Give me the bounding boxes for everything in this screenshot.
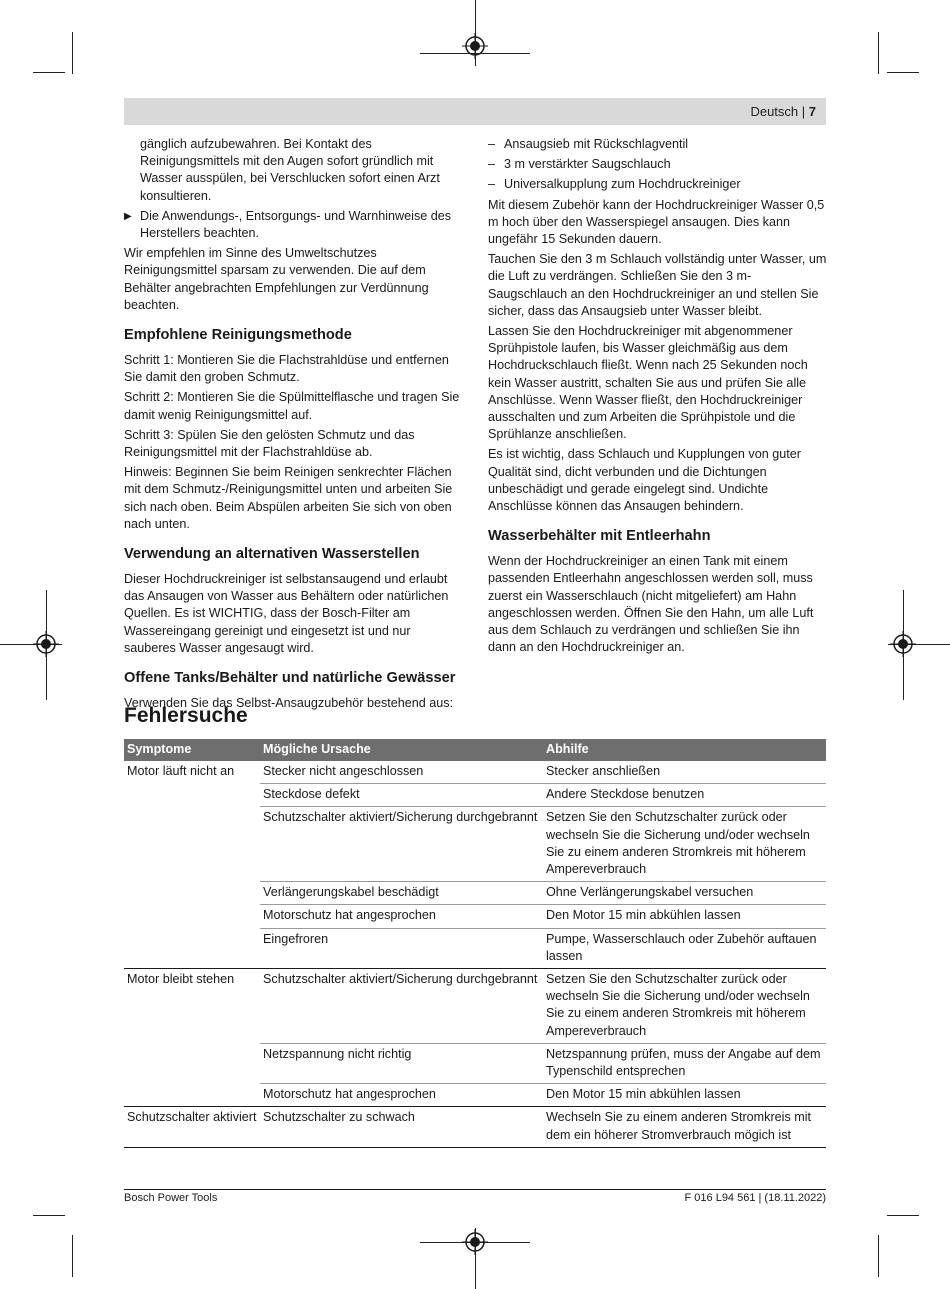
remedy-cell: Setzen Sie den Schutzschalter zurück oder wechseln Sie die Sicherung und/oder wechseln Sie zu einem anderen Stromkreis mit höherem Ampereverbrauch (543, 969, 826, 1044)
remedy-cell: Ohne Verlängerungskabel versuchen (543, 882, 826, 905)
remedy-cell: Pumpe, Wasserschlauch oder Zubehör auftauen lassen (543, 928, 826, 968)
run-paragraph: Lassen Sie den Hochdruckreiniger mit abgenommener Sprühpistole laufen, bis Wasser gleichmäßig aus dem Hochdruckschlauch fließt. Wenn nach 25 Sekunden noch kein Wasser austritt, schalten Sie aus und prüfen Sie alle Anschlüsse. Wenn Wasser fließt, den Hochdruckreiniger ausschalten und zum Arbeiten die Sprühpistole und die Sprühlanze anschließen. (488, 324, 808, 442)
right-column (488, 136, 828, 659)
footer-brand: Bosch Power Tools (124, 1192, 218, 1204)
left-column (124, 136, 464, 715)
page-number: 7 (808, 104, 816, 119)
symptom-cell: Motor bleibt stehen (127, 972, 235, 987)
triangle-bullet-icon: ▶ (124, 210, 132, 222)
page-header (124, 98, 826, 125)
registration-mark-icon (462, 1229, 488, 1255)
header-language: Deutsch (750, 104, 799, 119)
table-row (124, 1107, 826, 1147)
heading-open-tanks: Offene Tanks/Behälter und natürliche Gewässer (124, 670, 456, 687)
hose-paragraph: Tauchen Sie den 3 m Schlauch vollständig unter Wasser, um die Luft zu verdrängen. Schließen Sie den 3 m-Saugschlauch an den Hochdruckreiniger an und stellen Sie sicher, dass das Ansaugsieb unter Wasser bleibt. (488, 252, 827, 318)
remedy-cell: Den Motor 15 min abkühlen lassen (543, 1084, 826, 1107)
cause-cell: Steckdose defekt (260, 784, 543, 807)
dash-item (488, 136, 828, 153)
table-row (124, 807, 826, 882)
registration-mark-icon (890, 631, 916, 657)
dash-item (488, 156, 828, 173)
cause-cell: Schutzschalter aktiviert/Sicherung durchgebrannt (260, 807, 543, 882)
bullet-item (124, 208, 464, 242)
step-2: Schritt 2: Montieren Sie die Spülmittelflasche und tragen Sie damit wenig Reinigungsmittel auf. (124, 390, 460, 422)
table-row (124, 969, 826, 1044)
cause-cell: Verlängerungskabel beschädigt (260, 882, 543, 905)
open-tanks-paragraph: Verwenden Sie das Selbst-Ansaugzubehör bestehend aus: (124, 696, 454, 711)
header-separator: | (798, 104, 809, 119)
troubleshooting-title: Fehlersuche (124, 704, 248, 727)
intro-paragraph: gänglich aufzubewahren. Bei Kontakt des Reinigungsmittels mit den Augen sofort gründlich mit Wasser ausspülen, bei Verschlucken sofort einen Arzt konsultieren. (140, 137, 440, 203)
cause-cell: Motorschutz hat angesprochen (260, 1084, 543, 1107)
footer-doc-id: F 016 L94 561 | (18.11.2022) (684, 1192, 826, 1204)
dash-marker: – (488, 157, 496, 172)
remedy-cell: Stecker anschließen (543, 761, 826, 784)
symptom-cell: Motor läuft nicht an (127, 764, 235, 778)
step-1: Schritt 1: Montieren Sie die Flachstrahldüse und entfernen Sie damit den groben Schmutz. (124, 353, 449, 385)
symptom-cell (124, 1043, 260, 1083)
water-tank-paragraph: Wenn der Hochdruckreiniger an einen Tank mit einem passenden Entleerhahn angeschlossen werden soll, muss zuerst ein Wasserschlauch (nicht mitgeliefert) am Hahn angeschlossen werden. Öffnen Sie den Hahn, um alle Luft aus dem Schlauch zu verdrängen und schließen Sie ihn dann an den Hochdruckreiniger an. (488, 554, 814, 655)
environment-paragraph: Wir empfehlen im Sinne des Umweltschutzes Reinigungsmittel sparsam zu verwenden. Die auf dem Behälter angebrachten Empfehlungen zur Verdünnung beachten. (124, 246, 429, 312)
symptom-cell (124, 807, 260, 882)
column-header-remedy: Abhilfe (543, 739, 826, 761)
remedy-cell: Wechseln Sie zu einem anderen Stromkreis mit dem ein höherer Stromverbrauch mögich ist (543, 1107, 826, 1147)
step-3: Schritt 3: Spülen Sie den gelösten Schmutz und das Reinigungsmittel mit der Flachstrahldüse ab. (124, 427, 415, 460)
cause-cell: Schutzschalter zu schwach (260, 1107, 543, 1147)
quality-paragraph: Es ist wichtig, dass Schlauch und Kupplungen von guter Qualität sind, dicht verbunden und die Dichtungen unbeschädigt und gerade eingelegt sind. Undichte Anschlüsse können das Ansaugen behindern. (488, 447, 801, 514)
symptom-cell: Schutzschalter aktiviert (124, 1107, 260, 1147)
remedy-cell: Den Motor 15 min abkühlen lassen (543, 905, 826, 928)
cause-cell: Eingefroren (260, 928, 543, 968)
dash-item-text: 3 m verstärkter Saugschlauch (504, 157, 671, 172)
header-text (750, 104, 816, 119)
symptom-cell (124, 905, 260, 928)
table-header-row (124, 739, 826, 761)
registration-mark-icon (33, 631, 59, 657)
footer-divider (124, 1189, 826, 1190)
troubleshooting-table (124, 739, 826, 1148)
table-row (124, 1084, 826, 1107)
column-header-symptoms: Symptome (124, 739, 260, 761)
remedy-cell: Netzspannung prüfen, muss der Angabe auf dem Typenschild entsprechen (543, 1043, 826, 1083)
remedy-cell: Andere Steckdose benutzen (543, 784, 826, 807)
table-row (124, 761, 826, 784)
cause-cell: Schutzschalter aktiviert/Sicherung durchgebrannt (260, 969, 543, 1044)
bullet-text: Die Anwendungs-, Entsorgungs- und Warnhinweise des Herstellers beachten. (140, 208, 452, 241)
heading-method: Empfohlene Reinigungsmethode (124, 327, 352, 344)
table-row (124, 882, 826, 905)
table-row (124, 1043, 826, 1083)
hint-paragraph: Hinweis: Beginnen Sie beim Reinigen senkrechter Flächen mit dem Schmutz-/Reinigungsmittel unten und arbeiten Sie sich nach oben. Beim Abspülen arbeiten Sie sich von oben nach unten. (124, 465, 453, 531)
symptom-cell (124, 882, 260, 905)
dash-item-text: Universalkupplung zum Hochdruckreiniger (504, 177, 741, 192)
remedy-cell: Setzen Sie den Schutzschalter zurück oder wechseln Sie die Sicherung und/oder wechseln Sie zu einem anderen Stromkreis mit höherem Ampereverbrauch (543, 807, 826, 882)
table-row (124, 905, 826, 928)
dash-marker: – (488, 137, 496, 151)
symptom-cell (124, 1084, 260, 1107)
column-header-cause: Mögliche Ursache (260, 739, 543, 761)
symptom-cell (124, 784, 260, 807)
alternative-water-paragraph: Dieser Hochdruckreiniger ist selbstansaugend und erlaubt das Ansaugen von Wasser aus Behältern oder natürlichen Quellen. Es ist WICHTIG, dass der Bosch-Filter am Wassereingang gereinigt und eingesetzt ist und nur sauberes Wasser angesaugt wird. (124, 572, 449, 655)
registration-mark-icon (462, 33, 488, 59)
dash-marker: – (488, 177, 496, 192)
cause-cell: Netzspannung nicht richtig (260, 1043, 543, 1083)
heading-alternative-water: Verwendung an alternativen Wasserstellen (124, 546, 420, 563)
dash-item-text: Ansaugsieb mit Rückschlagventil (504, 137, 689, 151)
dash-item (488, 176, 828, 193)
cause-cell: Stecker nicht angeschlossen (260, 761, 543, 784)
table-row (124, 784, 826, 807)
table-row (124, 928, 826, 968)
heading-water-tank: Wasserbehälter mit Entleerhahn (488, 528, 711, 545)
cause-cell: Motorschutz hat angesprochen (260, 905, 543, 928)
symptom-cell (124, 928, 260, 968)
accessory-paragraph: Mit diesem Zubehör kann der Hochdruckreiniger Wasser 0,5 m hoch über den Wasserspiegel ansaugen. Dies kann ungefähr 15 Sekunden dauern. (488, 197, 825, 247)
